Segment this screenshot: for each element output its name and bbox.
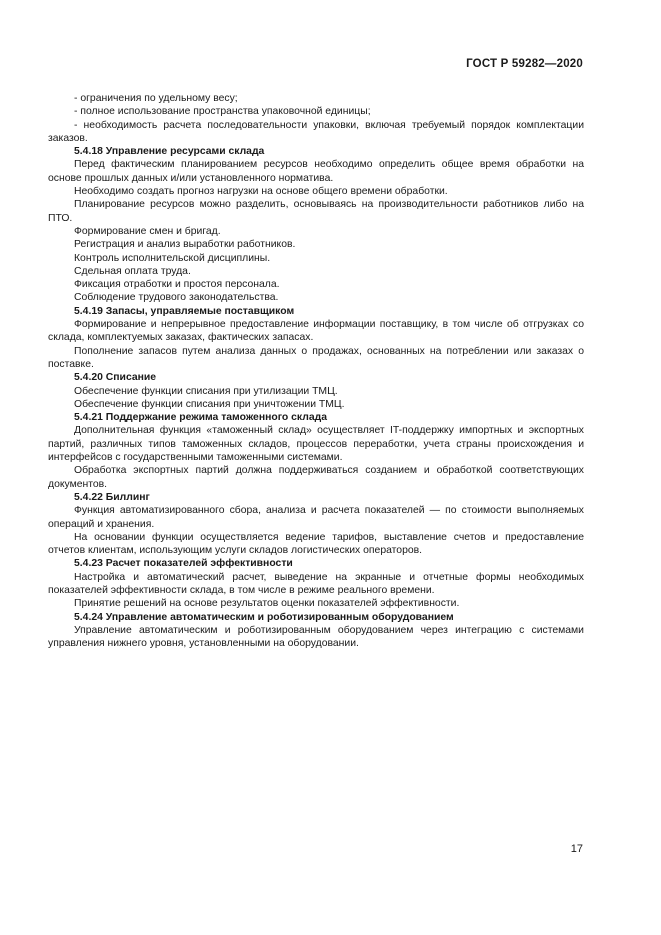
paragraph: Принятие решений на основе результатов оценки показателей эффективности. (74, 598, 460, 610)
section-heading: 5.4.22 Биллинг (74, 491, 150, 503)
paragraph: Фиксация отработки и простоя персонала. (74, 279, 280, 291)
paragraph: Формирование и непрерывное предоставление информации поставщику, в том числе об отгрузках со склада, комплектуемых заказах, фактических запасах. (48, 319, 584, 344)
paragraph: Функция автоматизированного сбора, анализа и расчета показателей — по стоимости выполняемых операций и хранения. (48, 505, 584, 530)
paragraph: Необходимо создать прогноз нагрузки на основе общего времени обработки. (74, 186, 448, 198)
paragraph: Пополнение запасов путем анализа данных о продажах, основанных на потреблении или заказах о поставке. (48, 345, 584, 370)
section-heading: 5.4.24 Управление автоматическим и роботизированным оборудованием (74, 611, 454, 623)
paragraph: Настройка и автоматический расчет, выведение на экранные и отчетные формы необходимых показателей эффективности склада, в том числе в режиме реального времени. (48, 571, 584, 596)
section-heading: 5.4.21 Поддержание режима таможенного склада (74, 412, 328, 424)
paragraph: Формирование смен и бригад. (74, 225, 221, 237)
paragraph: - полное использование пространства упаковочной единицы; (74, 106, 371, 118)
paragraph: Контроль исполнительской дисциплины. (74, 252, 271, 264)
paragraph: Планирование ресурсов можно разделить, основываясь на производительности работников либо на ПТО. (48, 199, 584, 224)
paragraph: На основании функции осуществляется ведение тарифов, выставление счетов и предоставление отчетов клиентам, использующим услуги складов логистических операторов. (48, 531, 584, 557)
section-heading: 5.4.18 Управление ресурсами склада (74, 146, 265, 158)
paragraph: Обеспечение функции списания при утилизации ТМЦ. (74, 385, 338, 397)
paragraph: Соблюдение трудового законодательства. (74, 292, 279, 304)
paragraph: - ограничения по удельному весу; (74, 93, 238, 104)
section-heading: 5.4.20 Списание (74, 372, 157, 384)
paragraph: Перед фактическим планированием ресурсов необходимо определить общее время обработки на основе прошлых данных и/или установленного норматива. (48, 159, 584, 184)
page-number: 17 (570, 843, 583, 855)
paragraph: Дополнительная функция «таможенный склад» осуществляет IT-поддержку импортных и экспортных партий, различных типов таможенных складов, процессов переработки, учета страны происхождения и интерфейсов с государственными таможенными системами. (48, 425, 584, 464)
paragraph: Регистрация и анализ выработки работников. (74, 239, 296, 251)
document-body (48, 92, 584, 650)
paragraph: Обеспечение функции списания при уничтожении ТМЦ. (74, 398, 345, 410)
paragraph: - необходимость расчета последовательности упаковки, включая требуемый порядок комплектации заказов. (48, 119, 584, 144)
document-header: ГОСТ Р 59282—2020 (466, 58, 583, 70)
section-heading: 5.4.19 Запасы, управляемые поставщиком (74, 305, 295, 317)
paragraph: Управление автоматическим и роботизированным оборудованием через интеграцию с системами управления нижнего уровня, установленными на оборудовании. (48, 624, 584, 650)
section-heading: 5.4.23 Расчет показателей эффективности (74, 558, 293, 570)
paragraph: Обработка экспортных партий должна поддерживаться созданием и обработкой соответствующих документов. (48, 465, 584, 490)
paragraph: Сдельная оплата труда. (74, 265, 191, 277)
